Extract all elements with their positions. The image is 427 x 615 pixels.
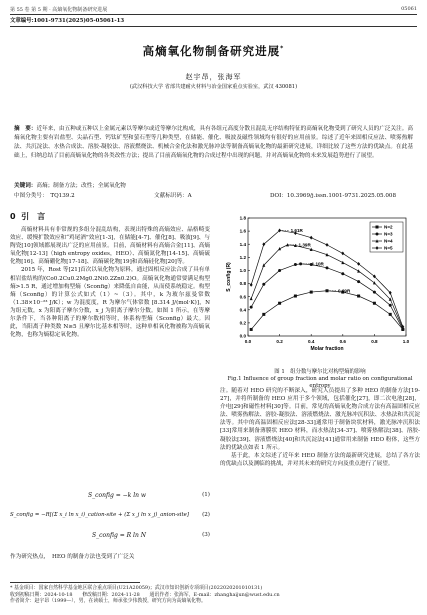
paragraph: 2015 年，Rost 等[21]首次以氧化物为原料，通过固相反应法合成了具有单相岩盐结构的(Co0.2Cu0.2Mg0.2Ni0.2Zn0.2)O。高熵氧化物通常要满足构型熵>1.5 R，通过增加构型熵（Sconfig）来降低自由能，从而使系统稳定。构型熵（Sconfig）的计算公式如式（1）~（3）。其中，k 为玻尔兹曼常数（1.38×10⁻²³ J/K）；w 为混度度，R 为摩尔气体常数 [8.314 J/(mol·K)]，N 为组元数，x 为阳离子摩尔分数，x_j 为阴离子摩尔分数。如图 1 所示，在等摩尔条件下，当各种阳离子的摩尔数相等时，体系构型熵（Sconfig）最大。因此，当阳离子种类数 N≥5 且摩尔比基本相等时，这种单相氧化物被称为高熵氧化物，也称为熵稳定氧化物。 [10, 267, 210, 339]
abstract-label: 摘 要： [14, 126, 37, 132]
series-line [251, 245, 403, 328]
x-tick-label: 0.4 [308, 339, 315, 344]
data-point [294, 263, 297, 266]
legend-label: N=2 [384, 224, 393, 230]
y-axis-label: S_config (R) [226, 262, 232, 292]
equation-1: S_config = −k ln w [88, 492, 147, 499]
x-tick-label: 0.6 [339, 339, 346, 344]
affiliation: (武汉科技大学 省部共建耐火材料与冶金国家重点实验室，武汉 430081) [129, 84, 298, 90]
annotation-label: 1.10R [311, 261, 324, 267]
data-point [262, 313, 265, 316]
equation-1-number: (1) [202, 492, 210, 498]
left-column [10, 226, 210, 339]
paragraph: 注。随着对 HEO 研究的不断深入，研究人员提出了多种 HEO 的制备方法[19-27]，并将所制备的 HEO 应用于多个领域，包括催化[27]，即二次电池[28]，介电[29]和磁性材料[30]等。目前，常见的高熵氧化物合成方法有高温固相反应法、喷雾热解法、溶胶-凝胶法、溶液燃烧法、激光脉冲沉积法、水热法和共沉淀法等。其中的高温固相反应法[28-33]通常用于制备块状材料，激光脉冲沉积法[33]常用来制备薄膜状 HEO 材料，而水热法[34-37]、喷雾热解法[38]、溶胶-凝胶法[39]、溶液燃烧法[40]和共沉淀法[41]通常用来制备 HEO 粉体，这些方法的优缺点如表 1 所示。 [220, 388, 420, 451]
data-point [250, 306, 253, 309]
y-tick-label: 0.6 [239, 294, 246, 300]
doi: DOI：10.3969/j.issn.1001-9731.2025.05.008 [270, 193, 397, 199]
page-number: 05061 [401, 6, 417, 12]
funding-note: * 基金项目：国家自然科学基金地区联合重点项目(U21A20059)；武汉市知识创新专项项目(2022020201010131) [10, 585, 263, 591]
footnote-rule [10, 582, 140, 583]
data-point [250, 283, 253, 287]
data-point [278, 269, 281, 272]
equation-3-number: (3) [202, 532, 210, 538]
series-n-3 [250, 262, 405, 331]
data-point [294, 295, 297, 298]
data-point [250, 297, 253, 300]
section-number: 0 [10, 212, 16, 221]
series-line [251, 264, 403, 330]
data-point [376, 233, 379, 236]
data-point [310, 236, 313, 240]
document-code: 文献标识码：A [154, 193, 192, 199]
figure-caption-en: Fig.1 Influence of group fraction and molar ratio on configurational entropy [227, 376, 413, 390]
abstract [14, 125, 413, 161]
entropy-chart [222, 212, 414, 358]
y-tick-label: 0.0 [239, 333, 246, 339]
x-tick-label: 0.2 [276, 339, 283, 344]
data-point [310, 291, 313, 294]
right-column [220, 387, 420, 468]
paper-title-text: 高熵氧化物制备研究进展 [142, 44, 281, 58]
x-tick-label: 0.0 [244, 339, 252, 344]
series-n-4 [250, 243, 405, 330]
running-header: 第 55 卷 第 5 期 · 高熵氧化物制备研究进展 [10, 7, 108, 13]
annotation-label: 1.39R [298, 242, 311, 248]
y-tick-label: 1.8 [239, 215, 246, 221]
header-rule-2 [10, 26, 417, 27]
data-point [389, 304, 392, 307]
section-title: 引 言 [21, 212, 46, 221]
author-bio: 作者简介：赵宇昂（1999—），男，在读硕士，师承张少伟教授，研究方向为高熵氧化物。 [10, 598, 206, 604]
annotation-label: 0.69R [338, 288, 351, 294]
data-point [357, 269, 360, 272]
data-point [373, 281, 376, 284]
data-point [326, 266, 329, 269]
data-point [326, 243, 329, 247]
x-tick-label: 0.8 [371, 339, 378, 344]
legend-label: N=4 [384, 238, 393, 244]
left-column-tail: 作为研究热点， HEO 的制备方法也受到了广泛关 [10, 554, 135, 560]
legend-label: N=3 [384, 231, 393, 237]
data-point [357, 295, 360, 298]
y-tick-label: 1.6 [239, 228, 246, 234]
equation-2: S_config = −R[(Σ x_i ln x_i)_cation-site + (Σ x_j ln x_j)_anion-site] [10, 512, 189, 518]
x-tick-label: 1.0 [402, 339, 410, 344]
authors: 赵宇昂，张海军 [185, 73, 242, 81]
y-tick-label: 0.4 [239, 307, 246, 313]
equation-3: S_config = R ln N [92, 532, 146, 539]
keywords-text: 高熵；制备方法；改性；全属氧化物 [36, 183, 126, 189]
keywords [14, 181, 413, 189]
data-point [357, 280, 360, 283]
y-tick-label: 0.8 [239, 281, 246, 287]
y-tick-label: 1.4 [239, 241, 246, 247]
article-number: 文章编号:1001-9731(2025)05-05061-13 [10, 18, 125, 24]
data-point [250, 328, 253, 331]
x-axis-label: Molar fraction [310, 346, 344, 352]
dates-note: 收到初稿日期：2024-10-18 修改稿日期：2024-11-28 通讯作者：张海军，E-mail：zhanghaijun@wust.edu.cn [10, 591, 280, 598]
data-point [389, 313, 392, 316]
data-point [278, 302, 281, 305]
data-point [262, 283, 265, 286]
paragraph: 基于此，本文综述了近年来 HEO 制备方法的最新研究进展，总结了各方法的优缺点以及测临的挑战，并对其未来的研究方向及重点进行了展望。 [220, 452, 420, 467]
y-tick-label: 1.2 [239, 254, 246, 260]
data-point [373, 291, 376, 294]
footnote [10, 585, 417, 605]
paragraph: 高熵材料具有非常规的多组分混乱结构，表现出特殊的高熵效应、晶格畸变效应、缓慢扩散效应和“鸡尾酒”效应[1-3]，在储能[4-7]、催化[8]、吸波[9]、与陶瓷[10]领域都展现出广泛的应用前景。目前，高熵材料有高熵合金[11]、高熵氧化物[12-13]（high entropy oxides，HEO）、高熵氮化物[14-15]、高熵硫化物[16]、高熵硼化物[17-18]、高熵碳化物[19]和高熵硅化物[20]等。 [10, 227, 210, 266]
equation-2-number: (2) [202, 512, 210, 518]
clc-number: 中图分类号： TQ139.2 [14, 193, 75, 199]
data-point [357, 262, 360, 266]
chart-legend [370, 222, 403, 252]
data-point [341, 272, 344, 275]
section-heading [10, 211, 45, 222]
keywords-label: 关键词： [14, 183, 37, 189]
legend-label: N=5 [384, 245, 393, 251]
figure-caption-cn: 图 1 组分数与摩尔比对构型熵的影响 [274, 369, 366, 375]
annotation-label: 1.61R [290, 228, 303, 234]
data-point [341, 252, 344, 256]
y-tick-label: 1.0 [239, 268, 246, 274]
header-rule [10, 14, 417, 15]
y-tick-label: 0.2 [239, 320, 246, 326]
title-footnote-mark: * [280, 45, 285, 53]
data-point [376, 226, 379, 229]
abstract-text: 近年来，由五种或五种以上金属元素以等摩尔或近等摩尔比构成，具有各组元高度分散且混乱无序结构特征的高熵氧化物受到了研究人员的广泛关注。高熵氧化物主要有岩盐型、尖晶石型、钙钛矿型和萤石型等几种类型，在储能、催化、吸波及磁性领域均有很好的应用前景。综述了近年来固相反应法、喷雾热解法、共沉淀法、水热合成法、溶胶-凝胶法、溶液燃烧法、机械合金化法和激光脉冲法等制备高熵氧化物的最新研究进展，详细比较了这些方法的优缺点。在此基础上，归纳总结了目前高熵氧化物的各类改性方法；提出了目前高熵氧化物的合成过程中出现的问题，并对高熵氧化物的未来发展趋势进行了展望。 [14, 126, 413, 159]
data-point [373, 302, 376, 305]
paper-title [0, 43, 427, 59]
series-n-2 [250, 289, 405, 331]
